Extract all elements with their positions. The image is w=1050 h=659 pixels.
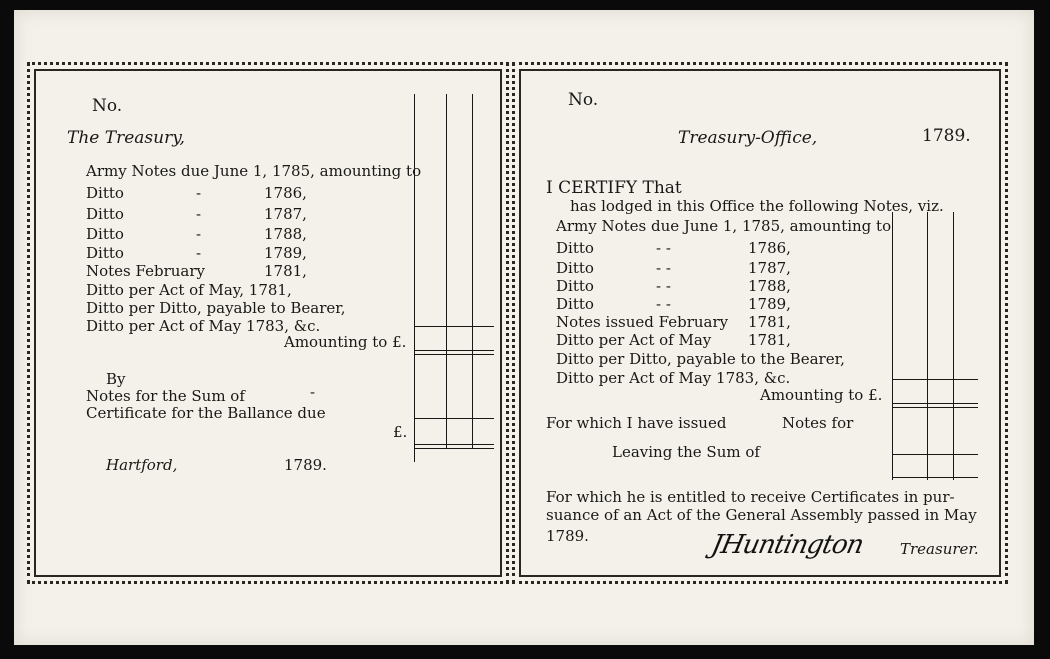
stub-year-2: 1786, (264, 184, 307, 202)
stub-year-3: 1787, (264, 205, 307, 223)
stub-line-9: Ditto per Act of May 1783, &c. (86, 317, 321, 335)
stub-line-5: Ditto (86, 244, 124, 262)
cert-amounting-to: Amounting to £. (760, 386, 883, 404)
stub-line-6: Notes February (86, 262, 206, 280)
cert-dash-4: - - (656, 277, 671, 295)
cert-year-3: 1787, (748, 259, 791, 277)
cert-lodged: has lodged in this Office the following Notes, viz. (570, 197, 944, 215)
stub-total-rule (414, 354, 494, 355)
cert-line-8: Ditto per Ditto, payable to the Bearer, (556, 350, 845, 368)
cert-dash-3: - - (656, 259, 671, 277)
cert-dash-5: - - (656, 295, 671, 313)
cert-certify: I CERTIFY That (546, 178, 682, 198)
stub-dash-5: - (196, 244, 202, 262)
cert-notes-for: Notes for (782, 414, 854, 432)
cert-entitled-line-1: For which he is entitled to receive Certificates in pur- (546, 488, 955, 506)
stub-column-rule (414, 94, 415, 462)
cert-year-7: 1781, (748, 331, 791, 349)
cert-dash-2: - - (656, 239, 671, 257)
cert-line-6: Notes issued February (556, 313, 729, 331)
stub-year-4: 1788, (264, 225, 307, 243)
stub-column-rule (446, 94, 447, 448)
stub-line-8: Ditto per Ditto, payable to Bearer, (86, 299, 346, 317)
cert-year-4: 1788, (748, 277, 791, 295)
cert-line-9: Ditto per Act of May 1783, &c. (556, 369, 791, 387)
stub-total-rule (414, 350, 494, 351)
cert-line-3: Ditto (556, 259, 594, 277)
cert-line-5: Ditto (556, 295, 594, 313)
stub-total-rule (414, 444, 494, 445)
cert-line-4: Ditto (556, 277, 594, 295)
stub-notes-dash: - (310, 383, 316, 401)
cert-total-rule (892, 477, 978, 478)
cert-total-rule (892, 407, 978, 408)
stub-total-rule (414, 326, 494, 327)
treasurer-signature: JHuntington (708, 530, 866, 560)
stub-total-rule (414, 448, 494, 449)
cert-treasurer: Treasurer. (900, 540, 979, 558)
cert-issued: For which I have issued (546, 414, 727, 432)
stub-line-1: Army Notes due June 1, 1785, amounting to (86, 162, 422, 180)
cert-year-6: 1781, (748, 313, 791, 331)
stub-line-4: Ditto (86, 225, 124, 243)
cert-total-rule (892, 379, 978, 380)
cert-line-1: Army Notes due June 1, 1785, amounting to (556, 217, 892, 235)
stub-by: By (106, 370, 126, 388)
cert-year: 1789. (922, 126, 971, 146)
stub-line-2: Ditto (86, 184, 124, 202)
cert-year-5: 1789, (748, 295, 791, 313)
stub-number-label: No. (92, 96, 123, 116)
cert-total-rule (892, 454, 978, 455)
stub-line-3: Ditto (86, 205, 124, 223)
cert-column-rule (892, 212, 893, 480)
stub-year-5: 1789, (264, 244, 307, 262)
stub-pound-sign: £. (393, 423, 408, 441)
stub-dash-3: - (196, 205, 202, 223)
stub-notes-sum: Notes for the Sum of (86, 387, 245, 405)
cert-entitled-line-2: suance of an Act of the General Assembly passed in May (546, 506, 977, 524)
stub-certificate-ballance: Certificate for the Ballance due (86, 404, 326, 422)
stub-year-6: 1781, (264, 262, 307, 280)
stub-place: Hartford, (106, 456, 178, 474)
stub-total-rule (414, 418, 494, 419)
cert-line-7: Ditto per Act of May (556, 331, 712, 349)
cert-office: Treasury-Office, (678, 128, 818, 148)
stub-title: The Treasury, (67, 128, 185, 148)
cert-number-label: No. (568, 90, 599, 110)
stub-column-rule (472, 94, 473, 448)
stub-line-7: Ditto per Act of May, 1781, (86, 281, 292, 299)
cert-column-rule (927, 212, 928, 480)
cert-entitled-line-3: 1789. (546, 527, 589, 545)
cert-column-rule (953, 212, 954, 480)
cert-total-rule (892, 403, 978, 404)
cert-year-2: 1786, (748, 239, 791, 257)
cert-line-2: Ditto (556, 239, 594, 257)
stub-dash-2: - (196, 184, 202, 202)
stub-year: 1789. (284, 456, 327, 474)
stub-amounting-to: Amounting to £. (284, 333, 407, 351)
stub-dash-4: - (196, 225, 202, 243)
cert-leaving-sum: Leaving the Sum of (612, 443, 760, 461)
